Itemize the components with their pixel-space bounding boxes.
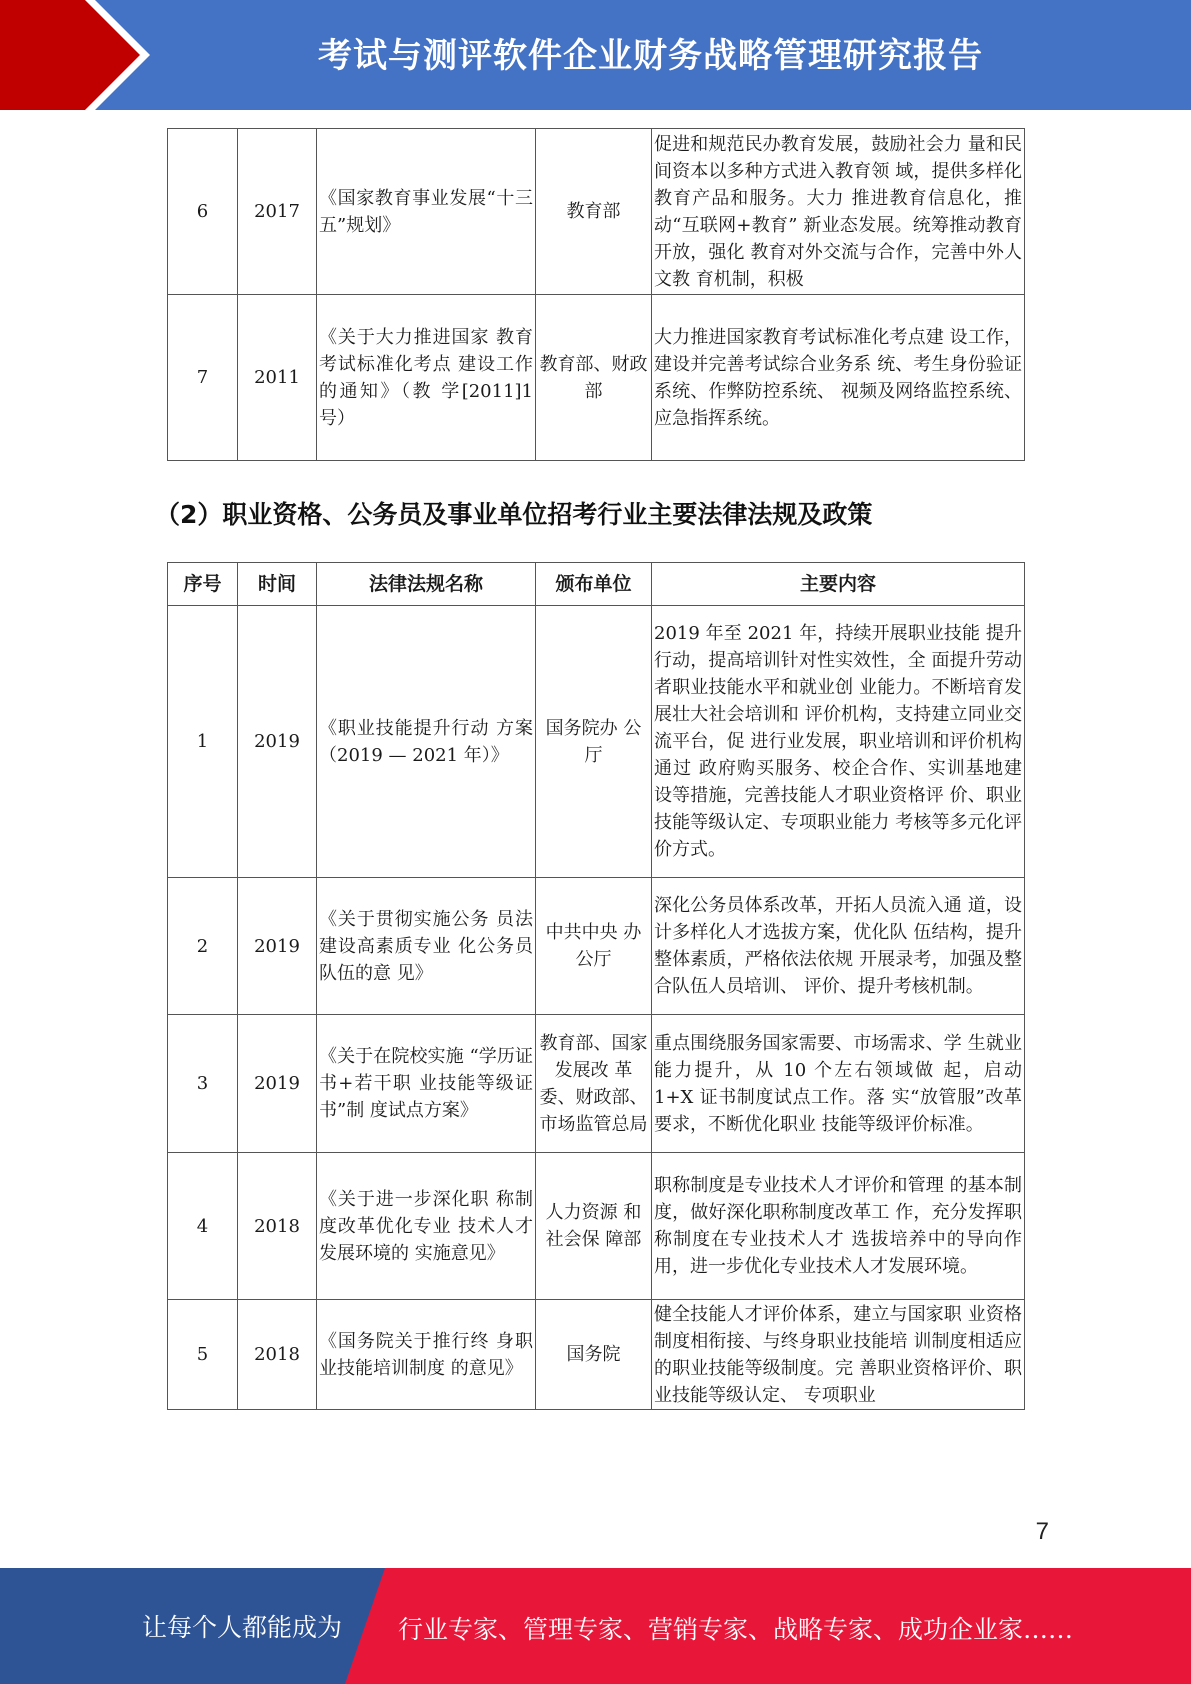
table-row	[168, 878, 1025, 1015]
header-number: 序号	[168, 563, 238, 606]
row-content: 重点围绕服务国家需要、市场需求、学 生就业能力提升，从 10 个左右领域做 起，启动 1+X 证书制度试点工作。落 实“放管服”改革要求，不断优化职业 技能等级评价标准。	[652, 1015, 1025, 1153]
row-year: 2019	[238, 878, 317, 1015]
row-number: 6	[168, 129, 238, 295]
row-year: 2018	[238, 1300, 317, 1410]
row-year: 2018	[238, 1153, 317, 1300]
policy-table	[167, 562, 1025, 1410]
row-issuer: 教育部、国家发展改 革委、财政部、市场监管总局	[536, 1015, 652, 1153]
header-title: 考试与测评软件企业财务战略管理研究报告	[318, 36, 983, 76]
header-content: 主要内容	[652, 563, 1025, 606]
row-number: 1	[168, 606, 238, 878]
page-footer	[0, 1568, 1191, 1684]
row-law-name: 《职业技能提升行动 方案（2019 — 2021 年）》	[317, 606, 536, 878]
row-number: 2	[168, 878, 238, 1015]
table-row	[168, 1153, 1025, 1300]
footer-slogan-left: 让每个人都能成为	[142, 1613, 343, 1642]
row-content: 大力推进国家教育考试标准化考点建 设工作，建设并完善考试综合业务系 统、考生身份验证系统、作弊防控系统、 视频及网络监控系统、应急指挥系统。	[652, 295, 1025, 461]
row-issuer: 国务院	[536, 1300, 652, 1410]
table-row	[168, 1300, 1025, 1410]
header-law-name: 法律法规名称	[317, 563, 536, 606]
row-year: 2019	[238, 1015, 317, 1153]
row-content: 职称制度是专业技术人才评价和管理 的基本制度，做好深化职称制度改革工 作，充分发挥职称制度在专业技术人才 选拔培养中的导向作用，进一步优化专业技术人才发展环境。	[652, 1153, 1025, 1300]
row-issuer: 国务院办 公厅	[536, 606, 652, 878]
row-number: 7	[168, 295, 238, 461]
row-law-name: 《国家教育事业发展“十三五”规划》	[317, 129, 536, 295]
table-row	[168, 1015, 1025, 1153]
footer-slogan-right: 行业专家、管理专家、营销专家、战略专家、成功企业家……	[398, 1615, 1074, 1644]
row-year: 2017	[238, 129, 317, 295]
row-number: 5	[168, 1300, 238, 1410]
row-issuer: 人力资源 和社会保 障部	[536, 1153, 652, 1300]
table-row	[168, 129, 1025, 295]
row-issuer: 中共中央 办公厅	[536, 878, 652, 1015]
row-content: 深化公务员体系改革，开拓人员流入通 道，设计多样化人才选拔方案，优化队 伍结构，提升整体素质，严格依法依规 开展录考，加强及整合队伍人员培训、 评价、提升考核机制。	[652, 878, 1025, 1015]
section-heading: （2）职业资格、公务员及事业单位招考行业主要法律法规及政策	[155, 500, 873, 529]
row-law-name: 《国务院关于推行终 身职业技能培训制度 的意见》	[317, 1300, 536, 1410]
row-content: 促进和规范民办教育发展，鼓励社会力 量和民间资本以多种方式进入教育领 域，提供多样化教育产品和服务。大力 推进教育信息化，推动“互联网+教育” 新业态发展。统筹推动教育开放，强化 教育对外交流与合作，完善中外人文教 育机制，积极	[652, 129, 1025, 295]
page-header	[0, 0, 1191, 110]
row-year: 2011	[238, 295, 317, 461]
row-issuer: 教育部	[536, 129, 652, 295]
row-content: 2019 年至 2021 年，持续开展职业技能 提升行动，提高培训针对性实效性，全 面提升劳动者职业技能水平和就业创 业能力。不断培育发展壮大社会培训和 评价机构，支持建立同业交流平台，促 进行业发展，职业培训和评价机构通过 政府购买服务、校企合作、实训基地建 设等措施，完善技能人才职业资格评 价、职业技能等级认定、专项职业能力 考核等多元化评价方式。	[652, 606, 1025, 878]
header-year: 时间	[238, 563, 317, 606]
row-year: 2019	[238, 606, 317, 878]
table-header-row	[168, 563, 1025, 606]
row-issuer: 教育部、财政部	[536, 295, 652, 461]
row-law-name: 《关于大力推进国家 教育考试标准化考点 建设工作的通知》（教 学[2011]1 号）	[317, 295, 536, 461]
header-issuer: 颁布单位	[536, 563, 652, 606]
row-law-name: 《关于进一步深化职 称制度改革优化专业 技术人才发展环境的 实施意见》	[317, 1153, 536, 1300]
table-row	[168, 295, 1025, 461]
policy-table-continued	[167, 128, 1025, 461]
page-number: 7	[1035, 1518, 1049, 1545]
row-number: 4	[168, 1153, 238, 1300]
row-law-name: 《关于在院校实施 “学历证书+若干职 业技能等级证书”制 度试点方案》	[317, 1015, 536, 1153]
row-content: 健全技能人才评价体系，建立与国家职 业资格制度相衔接、与终身职业技能培 训制度相适应的职业技能等级制度。完 善职业资格评价、职业技能等级认定、 专项职业	[652, 1300, 1025, 1410]
row-law-name: 《关于贯彻实施公务 员法建设高素质专业 化公务员队伍的意 见》	[317, 878, 536, 1015]
header-chevron-decoration	[0, 0, 160, 110]
table-row	[168, 606, 1025, 878]
row-number: 3	[168, 1015, 238, 1153]
